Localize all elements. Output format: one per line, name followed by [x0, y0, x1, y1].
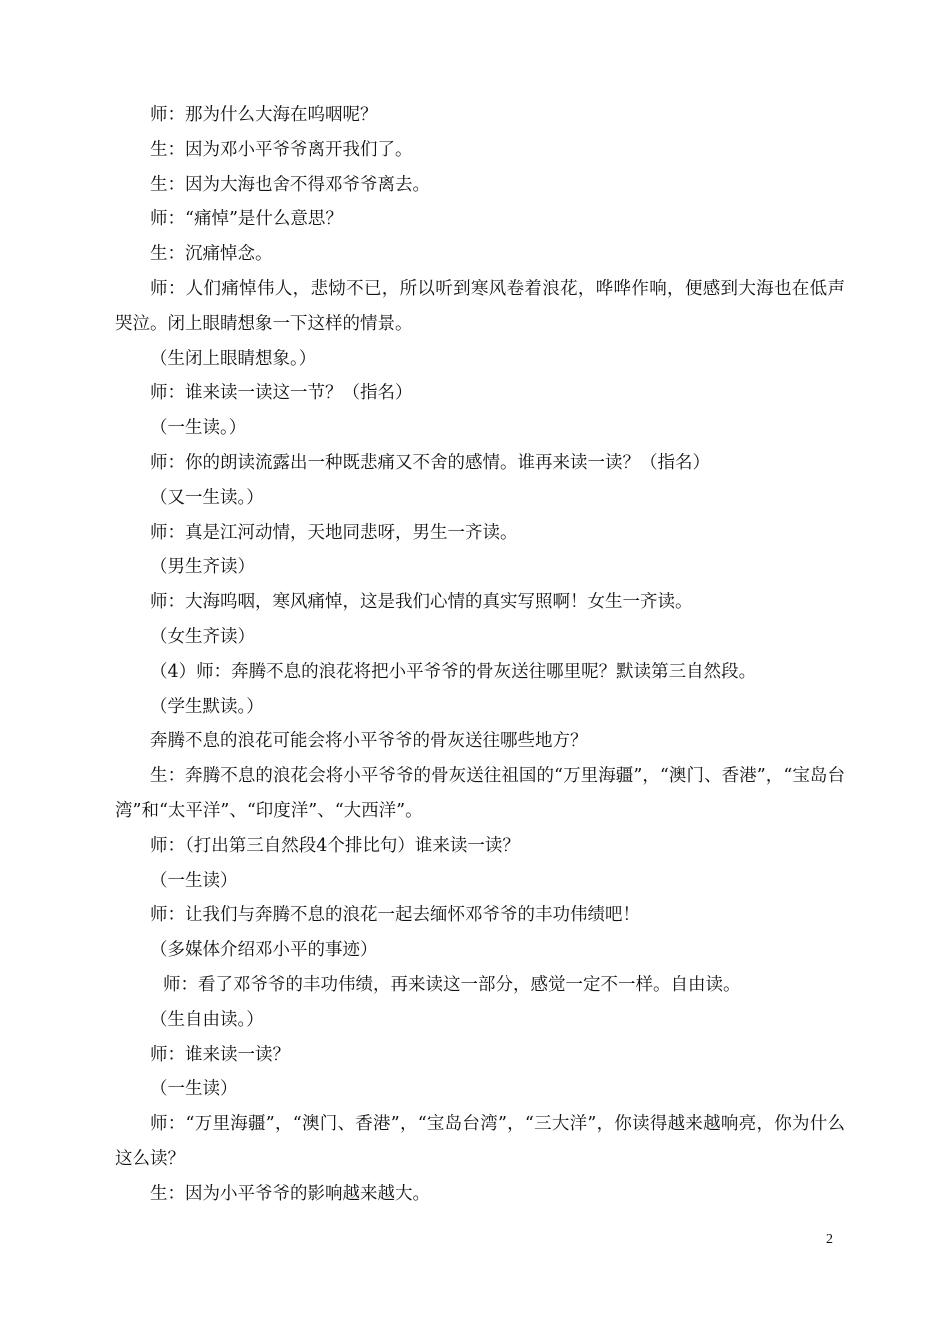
paragraph-20: 师：（打出第三自然段4个排比句）谁来读一读？: [150, 835, 520, 856]
paragraph-19: 生：奔腾不息的浪花会将小平爷爷的骨灰送往祖国的“万里海疆”，“澳门、香港”，“宝岛台湾”和“太平洋”、“印度洋”、“大西洋”。: [115, 766, 845, 821]
paragraph-26: 师：谁来读一读？: [150, 1044, 290, 1065]
document-body: [115, 98, 845, 1212]
paragraph-6: 师：人们痛悼伟人，悲恸不已，所以听到寒风卷着浪花，哗哗作响，便感到大海也在低声哭泣。闭上眼睛想象一下这样的情景。: [115, 278, 845, 334]
paragraph-16: （4）师：奔腾不息的浪花将把小平爷爷的骨灰送往哪里呢？默读第三自然段。: [150, 661, 757, 682]
paragraph-24: 师：看了邓爷爷的丰功伟绩，再来读这一部分，感觉一定不一样。自由读。: [163, 974, 741, 995]
paragraph-22: 师：让我们与奔腾不息的浪花一起去缅怀邓爷爷的丰功伟绩吧！: [150, 905, 640, 926]
paragraph-5: 生：沉痛悼念。: [150, 244, 273, 265]
paragraph-14: 师：大海呜咽，寒风痛悼，这是我们心情的真实写照啊！女生一齐读。: [150, 592, 693, 613]
paragraph-11: （又一生读。）: [150, 487, 264, 508]
paragraph-7: （生闭上眼睛想象。）: [150, 348, 317, 369]
paragraph-23: （多媒体介绍邓小平的事迹）: [150, 940, 378, 961]
page-number: 2: [826, 1232, 833, 1247]
paragraph-1: 师：那为什么大海在呜咽呢？: [150, 105, 378, 125]
paragraph-15: （女生齐读）: [150, 626, 255, 647]
paragraph-4: 师：“痛悼”是什么意思？: [150, 209, 343, 230]
paragraph-8: 师：谁来读一读这一节？（指名）: [150, 383, 413, 404]
paragraph-25: （生自由读。）: [150, 1009, 264, 1030]
paragraph-3: 生：因为大海也舍不得邓爷爷离去。: [150, 174, 430, 195]
paragraph-17: （学生默读。）: [150, 696, 264, 717]
paragraph-18: 奔腾不息的浪花可能会将小平爷爷的骨灰送往哪些地方？: [150, 731, 588, 752]
paragraph-10: 师：你的朗读流露出一种既悲痛又不舍的感情。谁再来读一读？（指名）: [150, 452, 710, 473]
paragraph-29: 生：因为小平爷爷的影响越来越大。: [150, 1183, 430, 1204]
paragraph-9: （一生读。）: [150, 418, 247, 439]
paragraph-12: 师：真是江河动情，天地同悲呀，男生一齐读。: [150, 522, 518, 543]
paragraph-2: 生：因为邓小平爷爷离开我们了。: [150, 139, 413, 160]
paragraph-27: （一生读）: [150, 1079, 238, 1100]
paragraph-28: 师：“万里海疆”，“澳门、香港”，“宝岛台湾”，“三大洋”，你读得越来越响亮，你为什么这么读？: [115, 1114, 845, 1169]
paragraph-13: （男生齐读）: [150, 557, 255, 578]
paragraph-21: （一生读）: [150, 870, 238, 891]
